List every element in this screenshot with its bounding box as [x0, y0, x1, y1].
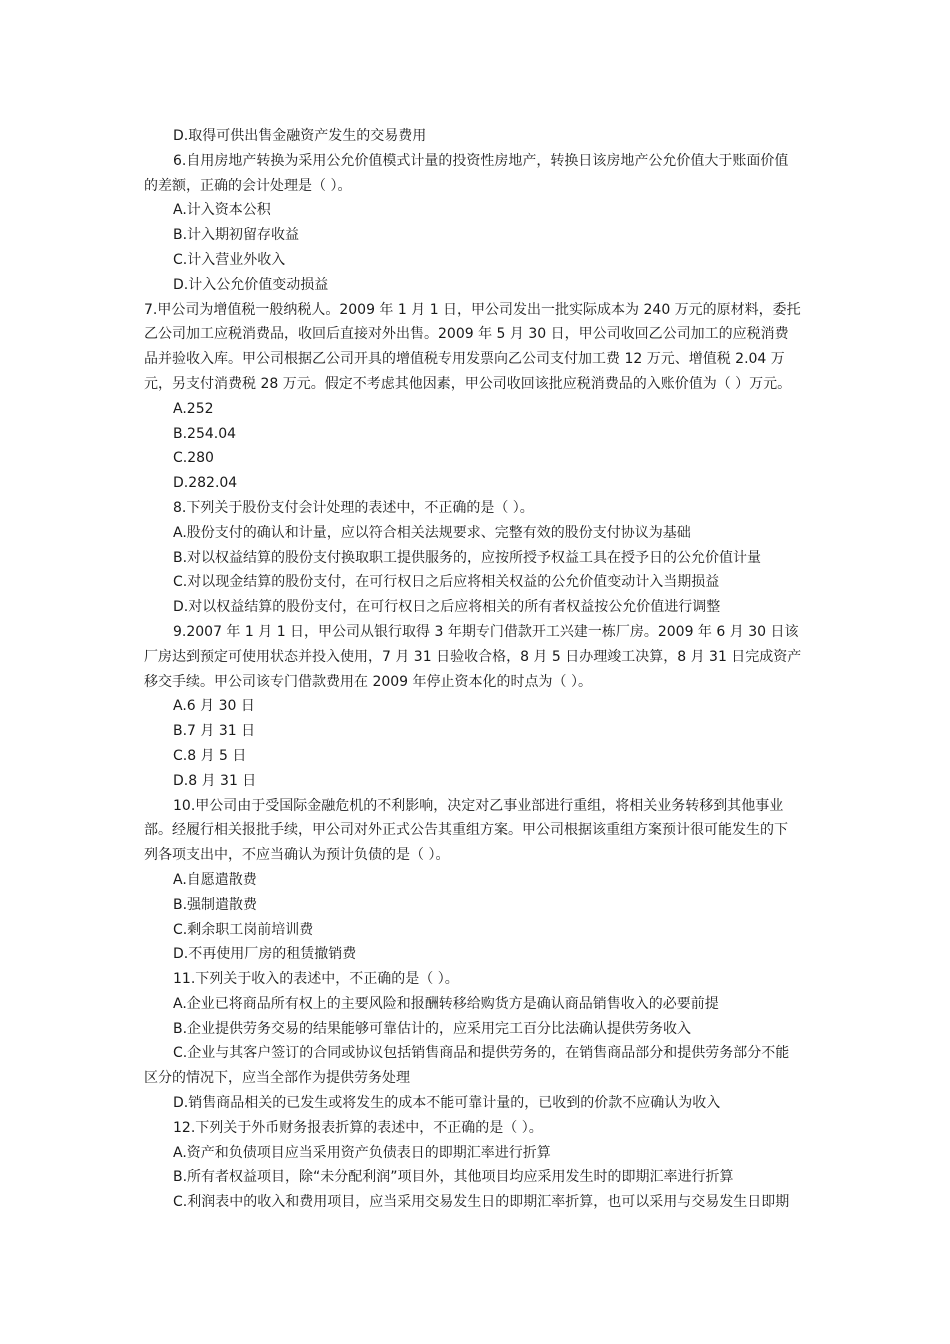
- text-line: 部。经履行相关报批手续，甲公司对外正式公告其重组方案。甲公司根据该重组方案预计很可能发生的下: [144, 822, 788, 839]
- text-line: 乙公司加工应税消费品，收回后直接对外出售。2009 年 5 月 30 日，甲公司收回乙公司加工的应税消费: [144, 326, 789, 343]
- text-line: 元，另支付消费税 28 万元。假定不考虑其他因素，甲公司收回该批应税消费品的入账价值为（ ）万元。: [144, 375, 792, 392]
- text-line: D.对以权益结算的股份支付，在可行权日之后应将相关的所有者权益按公允价值进行调整: [173, 599, 721, 616]
- text-line: D.不再使用厂房的租赁撤销费: [173, 946, 357, 963]
- text-line: A.股份支付的确认和计量，应以符合相关法规要求、完整有效的股份支付协议为基础: [173, 524, 691, 541]
- text-line: D.计入公允价值变动损益: [173, 276, 329, 293]
- text-line: A.自愿遣散费: [173, 871, 257, 888]
- text-line: C.280: [173, 450, 214, 467]
- text-line: D.8 月 31 日: [173, 772, 257, 789]
- text-line: 厂房达到预定可使用状态并投入使用，7 月 31 日验收合格，8 月 5 日办理竣工决算，8 月 31 日完成资产: [144, 648, 802, 665]
- text-line: 品并验收入库。甲公司根据乙公司开具的增值税专用发票向乙公司支付加工费 12 万元、增值税 2.04 万: [144, 351, 785, 368]
- text-line: 7.甲公司为增值税一般纳税人。2009 年 1 月 1 日，甲公司发出一批实际成本为 240 万元的原材料，委托: [144, 301, 801, 318]
- text-line: 8.下列关于股份支付会计处理的表述中，不正确的是（ ）。: [173, 499, 534, 516]
- text-line: 的差额，正确的会计处理是（ ）。: [144, 177, 352, 194]
- text-line: C.企业与其客户签订的合同或协议包括销售商品和提供劳务的，在销售商品部分和提供劳务部分不能: [173, 1045, 790, 1062]
- text-line: 列各项支出中，不应当确认为预计负债的是（ ）。: [144, 847, 450, 864]
- text-line: B.计入期初留存收益: [173, 227, 300, 244]
- text-line: C.8 月 5 日: [173, 747, 247, 764]
- text-line: 9.2007 年 1 月 1 日，甲公司从银行取得 3 年期专门借款开工兴建一栋厂房。2009 年 6 月 30 日该: [173, 623, 799, 640]
- text-line: B.7 月 31 日: [173, 723, 256, 740]
- text-line: B.对以权益结算的股份支付换取职工提供服务的，应按所授予权益工具在授予日的公允价值计量: [173, 549, 762, 566]
- text-line: A.计入资本公积: [173, 202, 271, 219]
- text-line: B.企业提供劳务交易的结果能够可靠估计的，应采用完工百分比法确认提供劳务收入: [173, 1020, 692, 1037]
- text-line: 11.下列关于收入的表述中，不正确的是（ ）。: [173, 971, 459, 988]
- text-line: B.所有者权益项目，除“未分配利润”项目外，其他项目均应采用发生时的即期汇率进行折算: [173, 1169, 734, 1186]
- text-line: C.利润表中的收入和费用项目，应当采用交易发生日的即期汇率折算，也可以采用与交易发生日即期: [173, 1194, 790, 1211]
- text-line: 6.自用房地产转换为采用公允价值模式计量的投资性房地产，转换日该房地产公允价值大于账面价值: [173, 152, 789, 169]
- text-line: A.6 月 30 日: [173, 698, 255, 715]
- text-line: D.282.04: [173, 475, 238, 492]
- text-body: [144, 124, 808, 1215]
- text-line: C.剩余职工岗前培训费: [173, 921, 314, 938]
- text-line: B.254.04: [173, 425, 237, 442]
- text-line: A.企业已将商品所有权上的主要风险和报酬转移给购货方是确认商品销售收入的必要前提: [173, 995, 719, 1012]
- text-line: 移交手续。甲公司该专门借款费用在 2009 年停止资本化的时点为（ ）。: [144, 673, 592, 690]
- text-line: 区分的情况下，应当全部作为提供劳务处理: [144, 1070, 410, 1087]
- text-line: D.取得可供出售金融资产发生的交易费用: [173, 128, 427, 144]
- text-line: D.销售商品相关的已发生或将发生的成本不能可靠计量的，已收到的价款不应确认为收入: [173, 1095, 721, 1112]
- text-line: 12.下列关于外币财务报表折算的表述中，不正确的是（ ）。: [173, 1119, 543, 1136]
- text-line: A.资产和负债项目应当采用资产负债表日的即期汇率进行折算: [173, 1144, 551, 1161]
- text-line: C.对以现金结算的股份支付，在可行权日之后应将相关权益的公允价值变动计入当期损益: [173, 574, 720, 591]
- text-line: B.强制遣散费: [173, 896, 258, 913]
- text-line: A.252: [173, 400, 214, 417]
- text-line: C.计入营业外收入: [173, 251, 286, 268]
- text-line: 10.甲公司由于受国际金融危机的不利影响，决定对乙事业部进行重组，将相关业务转移到其他事业: [173, 797, 784, 814]
- document-page: [144, 124, 808, 1215]
